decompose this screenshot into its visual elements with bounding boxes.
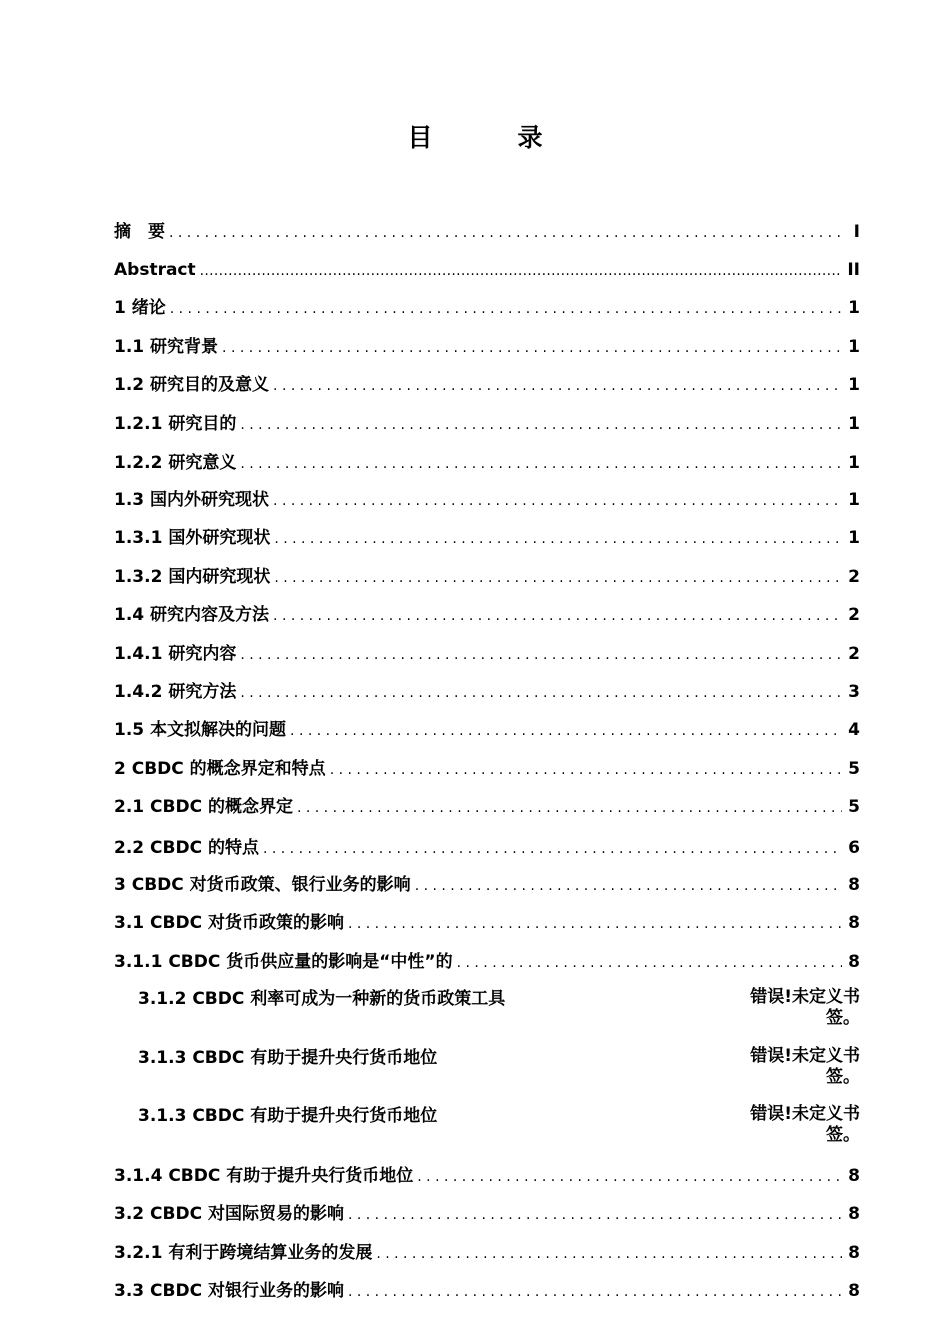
dot-leader bbox=[348, 1205, 842, 1226]
dot-leader bbox=[348, 914, 842, 935]
dot-leader bbox=[200, 261, 842, 282]
toc-entry-page: 8 bbox=[848, 875, 860, 895]
dot-leader bbox=[274, 568, 842, 589]
toc-entry-3-1-2[interactable] bbox=[138, 987, 860, 1035]
toc-entry-page: 2 bbox=[848, 644, 860, 664]
toc-entry-page: 2 bbox=[848, 567, 860, 587]
toc-entry-label: 3.1.4 CBDC 有助于提升央行货币地位 bbox=[114, 1166, 414, 1186]
toc-entry-page: 8 bbox=[848, 913, 860, 933]
toc-entry-page: 1 bbox=[848, 490, 860, 510]
toc-entry-page: II bbox=[847, 260, 860, 280]
toc-entry-page: 1 bbox=[848, 414, 860, 434]
toc-entry-label: 1.5 本文拟解决的问题 bbox=[114, 720, 287, 740]
toc-entry-2[interactable] bbox=[114, 757, 860, 781]
dot-leader bbox=[273, 376, 842, 397]
dot-leader bbox=[297, 798, 842, 819]
toc-entry-page: 8 bbox=[848, 1166, 860, 1186]
dot-leader bbox=[263, 839, 842, 860]
dot-leader bbox=[274, 529, 842, 550]
toc-entry-label: 2.1 CBDC 的概念界定 bbox=[114, 797, 293, 817]
toc-entry-1-4-2[interactable] bbox=[114, 680, 860, 704]
dot-leader bbox=[240, 683, 842, 704]
dot-leader bbox=[417, 1167, 842, 1188]
toc-entry-page: 1 bbox=[848, 453, 860, 473]
toc-entry-label: 1.4 研究内容及方法 bbox=[114, 605, 270, 625]
toc-entry-label: 3.1.3 CBDC 有助于提升央行货币地位 bbox=[138, 1048, 438, 1068]
toc-entry-3-1-4[interactable] bbox=[114, 1164, 860, 1188]
toc-entry-page: 5 bbox=[848, 759, 860, 779]
dot-leader bbox=[376, 1244, 842, 1265]
toc-entry-label: 3.1.3 CBDC 有助于提升央行货币地位 bbox=[138, 1106, 438, 1126]
toc-entry-page: 8 bbox=[848, 1243, 860, 1263]
dot-leader bbox=[457, 953, 842, 974]
toc-entry-page: 8 bbox=[848, 1204, 860, 1224]
toc-entry-label: 3 CBDC 对货币政策、银行业务的影响 bbox=[114, 875, 411, 895]
toc-entry-page: 8 bbox=[848, 952, 860, 972]
toc-entry-label: 1.4.2 研究方法 bbox=[114, 682, 237, 702]
toc-entry-3-2-1[interactable] bbox=[114, 1241, 860, 1265]
toc-entry-label: 3.1.2 CBDC 利率可成为一种新的货币政策工具 bbox=[138, 989, 506, 1009]
toc-entry-error: 错误!未定义书签。 bbox=[750, 1104, 860, 1145]
dot-leader bbox=[330, 760, 842, 781]
toc-entry-label: 3.1 CBDC 对货币政策的影响 bbox=[114, 913, 344, 933]
toc-entry-label: 2 CBDC 的概念界定和特点 bbox=[114, 759, 326, 779]
toc-entry-label: 1.2 研究目的及意义 bbox=[114, 375, 270, 395]
toc-entry-3[interactable] bbox=[114, 873, 860, 897]
dot-leader bbox=[415, 876, 842, 897]
toc-entry-abstract-cn[interactable] bbox=[114, 220, 860, 244]
dot-leader bbox=[170, 299, 842, 320]
dot-leader bbox=[222, 338, 842, 359]
toc-entry-label: 1.4.1 研究内容 bbox=[114, 644, 237, 664]
toc-entry-label: 1.3.1 国外研究现状 bbox=[114, 528, 271, 548]
toc-entry-label: 1.2.2 研究意义 bbox=[114, 453, 237, 473]
toc-entry-1-4[interactable] bbox=[114, 603, 860, 627]
toc-entry-1-2-1[interactable] bbox=[114, 412, 860, 436]
toc-entry-page: 4 bbox=[848, 720, 860, 740]
page-title: 目 录 bbox=[407, 123, 573, 152]
toc-entry-label: 1.1 研究背景 bbox=[114, 337, 219, 357]
toc-entry-1-1[interactable] bbox=[114, 335, 860, 359]
toc-entry-2-1[interactable] bbox=[114, 795, 860, 819]
toc-entry-3-1[interactable] bbox=[114, 911, 860, 935]
toc-entry-label: 3.2 CBDC 对国际贸易的影响 bbox=[114, 1204, 344, 1224]
toc-entry-label: 1.3.2 国内研究现状 bbox=[114, 567, 271, 587]
dot-leader bbox=[348, 1282, 842, 1303]
toc-entry-page: 1 bbox=[848, 375, 860, 395]
toc-entry-3-1-1[interactable] bbox=[114, 950, 860, 974]
toc-entry-3-2[interactable] bbox=[114, 1202, 860, 1226]
toc-entry-label: 3.3 CBDC 对银行业务的影响 bbox=[114, 1281, 344, 1301]
dot-leader bbox=[240, 415, 842, 436]
toc-entry-abstract-en[interactable] bbox=[114, 258, 860, 282]
dot-leader bbox=[240, 454, 842, 475]
toc-entry-3-1-3[interactable] bbox=[138, 1046, 860, 1094]
toc-entry-3-3[interactable] bbox=[114, 1279, 860, 1303]
toc-entry-1-3[interactable] bbox=[114, 488, 860, 512]
toc-entry-label: 3.1.1 CBDC 货币供应量的影响是“中性”的 bbox=[114, 952, 453, 972]
toc-entry-page: 3 bbox=[848, 682, 860, 702]
dot-leader bbox=[273, 491, 842, 512]
toc-entry-1[interactable] bbox=[114, 296, 860, 320]
toc-entry-page: 1 bbox=[848, 528, 860, 548]
toc-entry-page: I bbox=[853, 222, 860, 242]
toc-entry-label: 3.2.1 有利于跨境结算业务的发展 bbox=[114, 1243, 373, 1263]
dot-leader bbox=[273, 606, 842, 627]
toc-entry-label: 1.2.1 研究目的 bbox=[114, 414, 237, 434]
toc-entry-label: Abstract bbox=[114, 260, 196, 280]
toc-entry-1-2[interactable] bbox=[114, 373, 860, 397]
toc-entry-label: 1 绪论 bbox=[114, 298, 166, 318]
toc-entry-1-3-1[interactable] bbox=[114, 526, 860, 550]
toc-entry-page: 5 bbox=[848, 797, 860, 817]
toc-entry-1-4-1[interactable] bbox=[114, 642, 860, 666]
toc-entry-page: 6 bbox=[848, 838, 860, 858]
dot-leader bbox=[169, 223, 842, 244]
toc-entry-error: 错误!未定义书签。 bbox=[750, 987, 860, 1028]
toc-entry-label: 2.2 CBDC 的特点 bbox=[114, 838, 259, 858]
toc-entry-page: 2 bbox=[848, 605, 860, 625]
toc-entry-page: 1 bbox=[848, 337, 860, 357]
dot-leader bbox=[290, 721, 842, 742]
dot-leader bbox=[240, 645, 842, 666]
toc-entry-1-2-2[interactable] bbox=[114, 451, 860, 475]
toc-entry-error: 错误!未定义书签。 bbox=[750, 1046, 860, 1087]
toc-entry-label: 摘 要 bbox=[114, 222, 165, 242]
toc-entry-page: 1 bbox=[848, 298, 860, 318]
toc-entry-label: 1.3 国内外研究现状 bbox=[114, 490, 270, 510]
toc-entry-page: 8 bbox=[848, 1281, 860, 1301]
toc-entry-2-2[interactable] bbox=[114, 836, 860, 860]
toc-entry-1-3-2[interactable] bbox=[114, 565, 860, 589]
toc-entry-3-1-3-duplicate[interactable] bbox=[138, 1104, 860, 1152]
toc-entry-1-5[interactable] bbox=[114, 718, 860, 742]
